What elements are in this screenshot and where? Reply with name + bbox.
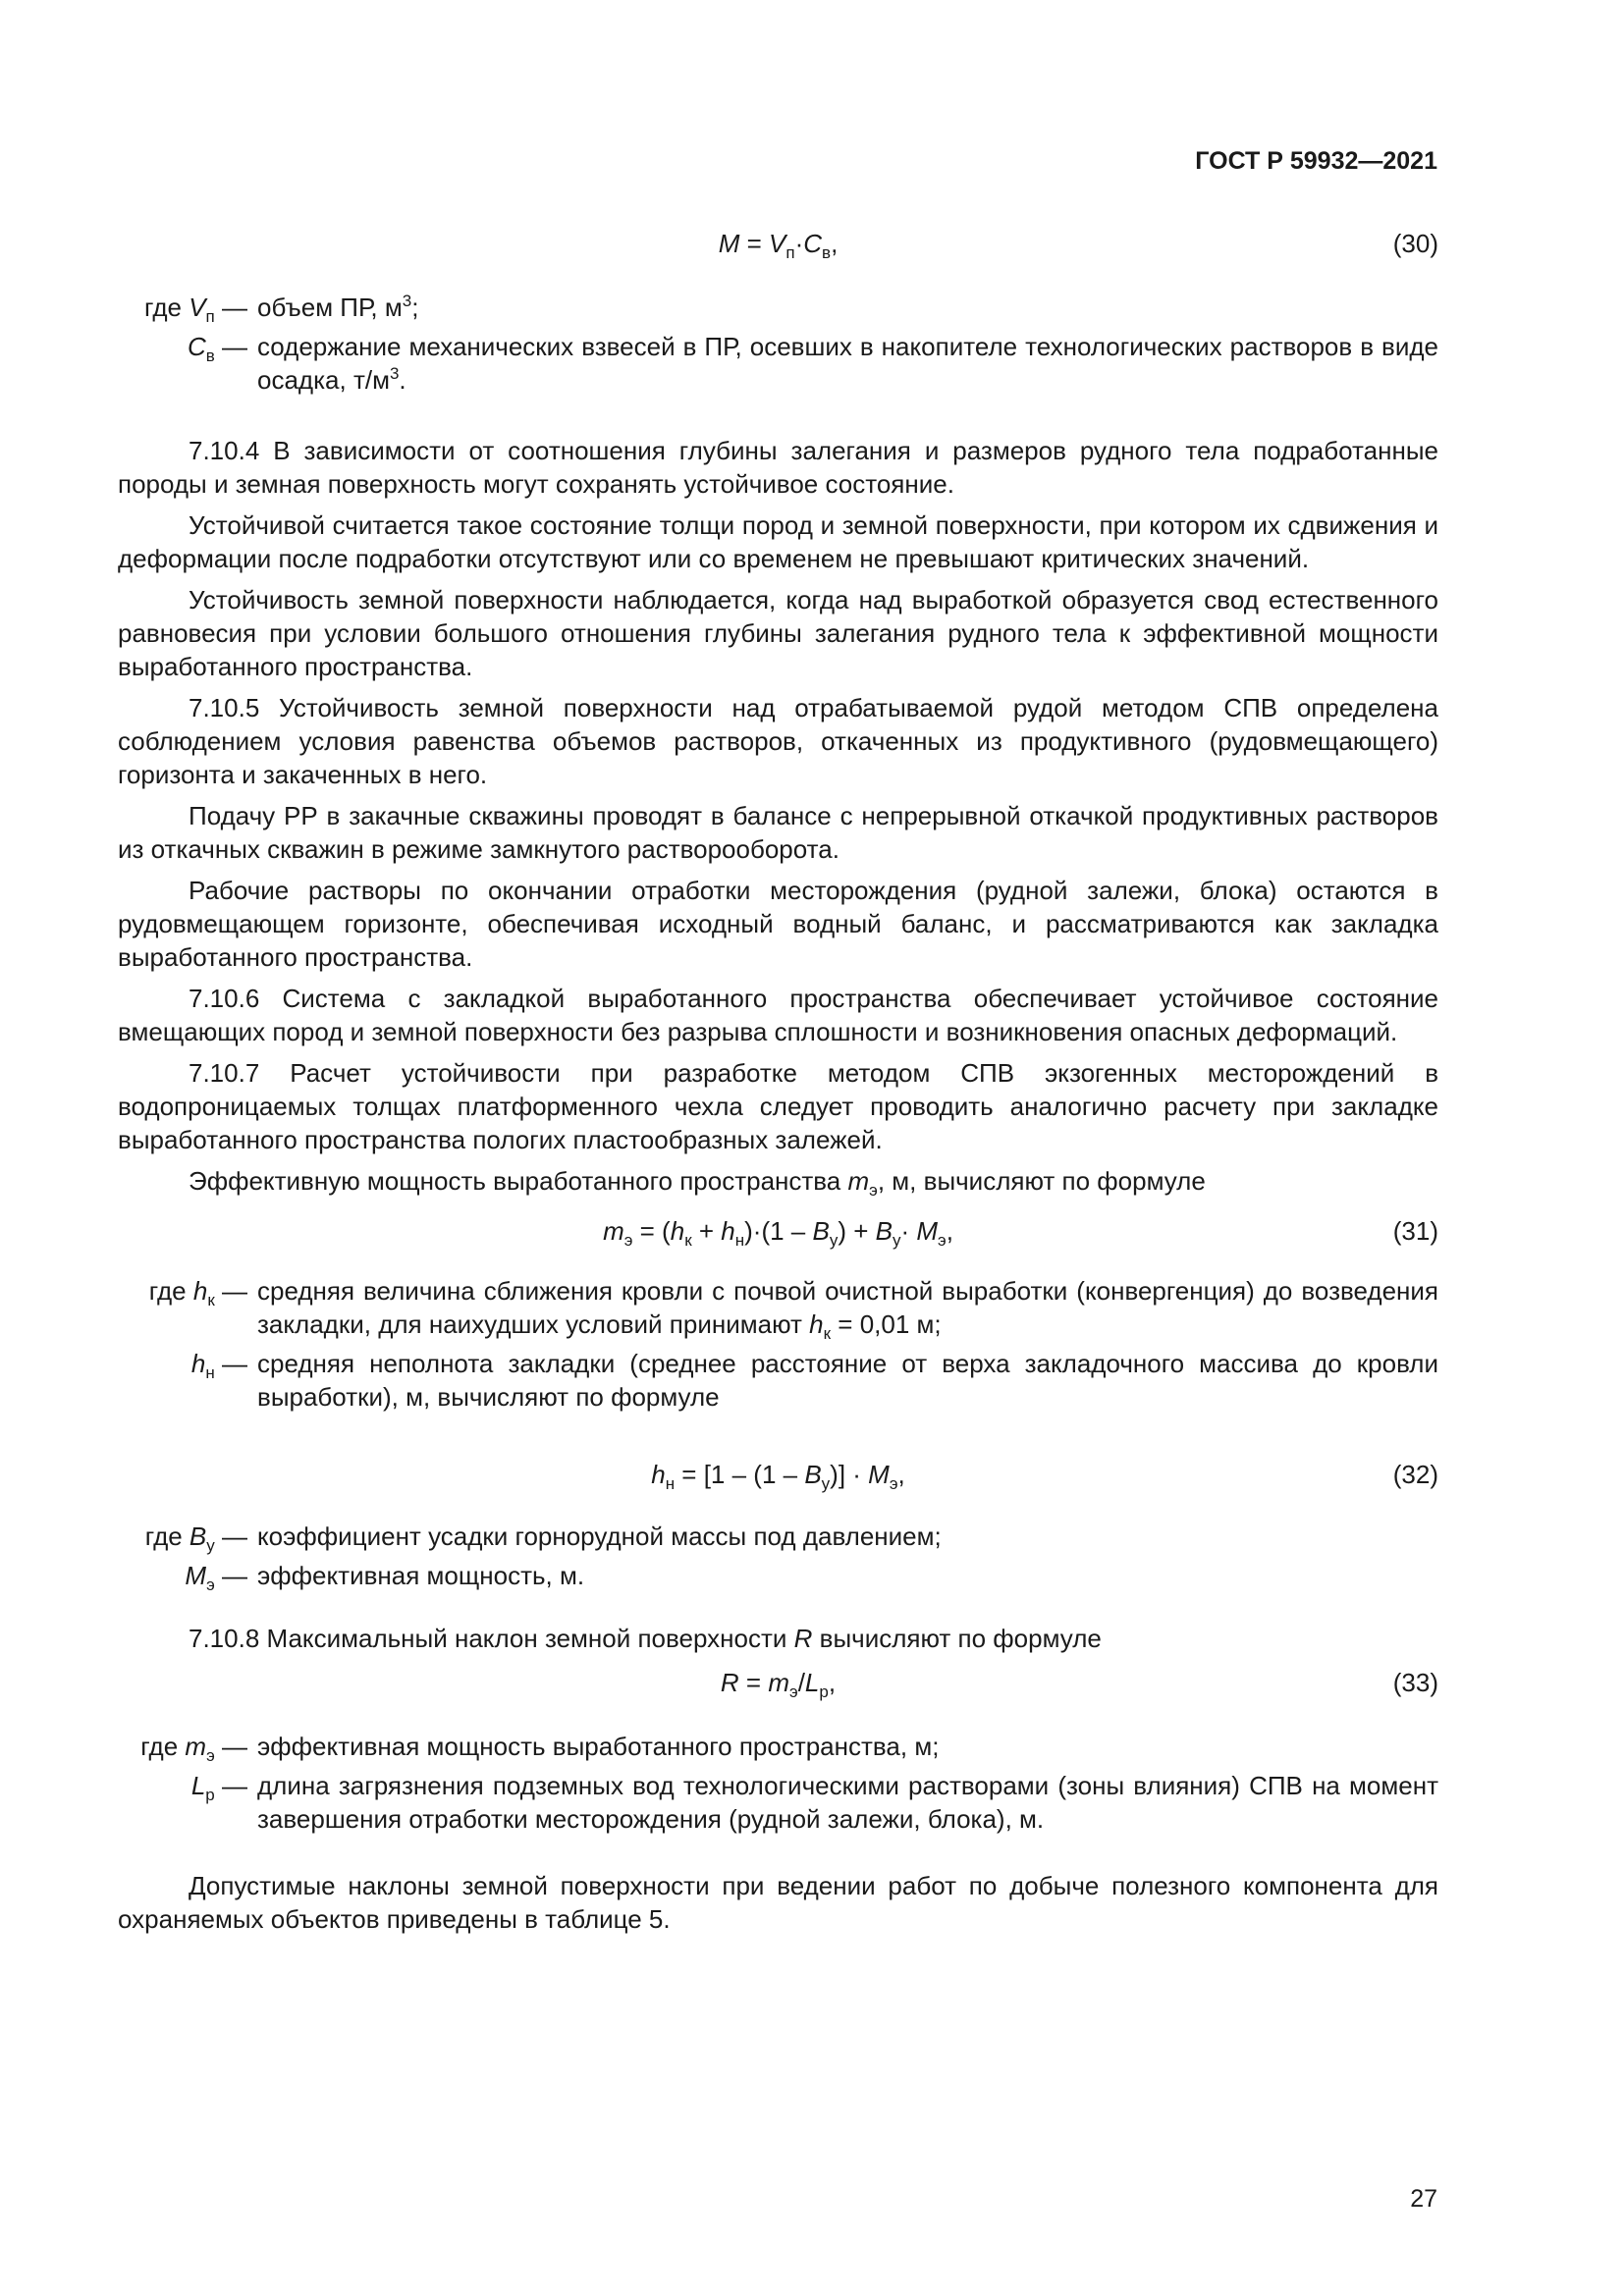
formula-32-expression: $h_н = [1 - (1 - B_у)] \cdot M_э$, <box>651 1460 905 1493</box>
definition-term: где $B_у$ — <box>144 1522 247 1555</box>
definition-text: коэффициент усадки горнорудной массы под давлением; <box>257 1522 942 1551</box>
definition-term: $h_н$ — <box>190 1349 247 1382</box>
paragraph: Устойчивость земной поверхности наблюдается, когда над выработкой образуется свод естественного равновесия при условии большого отношения глубины залегания рудного тела к эффективной мощности выработанного пространства. <box>118 585 1438 681</box>
formula-30 <box>118 224 1438 263</box>
paragraph-max-tilt: 7.10.8 Максимальный наклон земной поверхности R вычисляют по формуле <box>189 1624 1102 1653</box>
formula-32 <box>118 1455 1438 1494</box>
formula-30-expression: $M = V_п\cdot C_в$, <box>718 229 839 262</box>
definition-text: средняя неполнота закладки (среднее расстояние от верха закладочного массива до кровли выработки), м, вычисляют по формуле <box>257 1349 1438 1412</box>
paragraph: Подачу РР в закачные скважины проводят в балансе с непрерывной откачкой продуктивных растворов из откачных скважин в режиме замкнутого растворооборота. <box>118 801 1438 864</box>
definitions-31 <box>118 1274 1438 1414</box>
paragraph: 7.10.5 Устойчивость земной поверхности над отрабатываемой рудой методом СПВ определена соблюдением условия равенства объемов растворов, откаченных из продуктивного (рудовмещающего) горизонта и закаченных в него. <box>118 693 1438 789</box>
formula-31-number: (31) <box>1392 1216 1438 1246</box>
paragraph: 7.10.7 Расчет устойчивости при разработке методом СПВ экзогенных месторождений в водопроницаемых толщах платформенного чехла следует проводить аналогично расчету при закладке выработанного пространства пологих пластообразных залежей. <box>118 1058 1438 1154</box>
section-7-10-4-to-7-10-7 <box>118 434 1438 1198</box>
definition-term: где $m_э$ — <box>140 1732 247 1765</box>
page-content <box>118 224 1438 1944</box>
definitions-30 <box>118 291 1438 397</box>
paragraph: 7.10.4 В зависимости от соотношения глубины залегания и размеров рудного тела подработанные породы и земная поверхность могут сохранять устойчивое состояние. <box>118 436 1438 499</box>
definition-term: $M_э$ — <box>185 1561 247 1594</box>
paragraph: Устойчивой считается такое состояние толщи пород и земной поверхности, при котором их сдвижения и деформации после подработки отсутствуют или со временем не превышают критических значений. <box>118 510 1438 573</box>
definition-text: средняя величина сближения кровли с почвой очистной выработки (конвергенция) до возведения закладки, для наихудших условий принимают $h_к = 0,01$ м; <box>257 1276 1438 1343</box>
definitions-32 <box>118 1520 1438 1592</box>
definition-term: $C_в$ — <box>187 332 247 365</box>
definition-term: $L_р$ — <box>190 1771 247 1804</box>
formula-33-expression: $R = m_э/L_р$, <box>720 1668 837 1701</box>
paragraph: Рабочие растворы по окончании отработки месторождения (рудной залежи, блока) остаются в рудовмещающем горизонте, обеспечивая исходный водный баланс, и рассматриваются как закладка выработанного пространства. <box>118 876 1438 972</box>
definition-text: содержание механических взвесей в ПР, осевших в накопителе технологических растворов в виде осадка, $т/м^3$. <box>257 332 1438 395</box>
formula-33-number: (33) <box>1392 1668 1438 1697</box>
definitions-33 <box>118 1730 1438 1836</box>
definition-text: эффективная мощность, м. <box>257 1561 585 1590</box>
formula-33 <box>118 1663 1438 1702</box>
definition-text: объем ПР, $м^3$; <box>257 292 419 322</box>
definition-text: длина загрязнения подземных вод технологическими растворами (зоны влияния) СПВ на момент завершения отработки месторождения (рудной залежи, блока), м. <box>257 1771 1438 1834</box>
page-number: 27 <box>1410 2185 1437 2213</box>
paragraph: 7.10.6 Система с закладкой выработанного пространства обеспечивает устойчивое состояние вмещающих пород и земной поверхности без разрыва сплошности и возникновения опасных деформаций. <box>118 984 1438 1046</box>
formula-31-expression: $m_э = (h_к + h_н)\cdot(1 - B_у) + B_у\cdot M_э$, <box>603 1216 953 1250</box>
formula-32-number: (32) <box>1392 1460 1438 1489</box>
paragraph-effective-thickness: Эффективную мощность выработанного пространства $m_э$, м, вычисляют по формуле <box>189 1166 1206 1200</box>
formula-30-number: (30) <box>1392 229 1438 258</box>
definition-text: эффективная мощность выработанного пространства, м; <box>257 1732 940 1761</box>
formula-31 <box>118 1211 1438 1251</box>
document-header: ГОСТ Р 59932—2021 <box>1195 147 1437 175</box>
definition-term: где $V_п$ — <box>144 293 247 326</box>
paragraph-table-reference: Допустимые наклоны земной поверхности при ведении работ по добыче полезного компонента для охраняемых объектов приведены в таблице 5. <box>118 1871 1438 1934</box>
definition-term: где $h_к$ — <box>148 1276 247 1309</box>
